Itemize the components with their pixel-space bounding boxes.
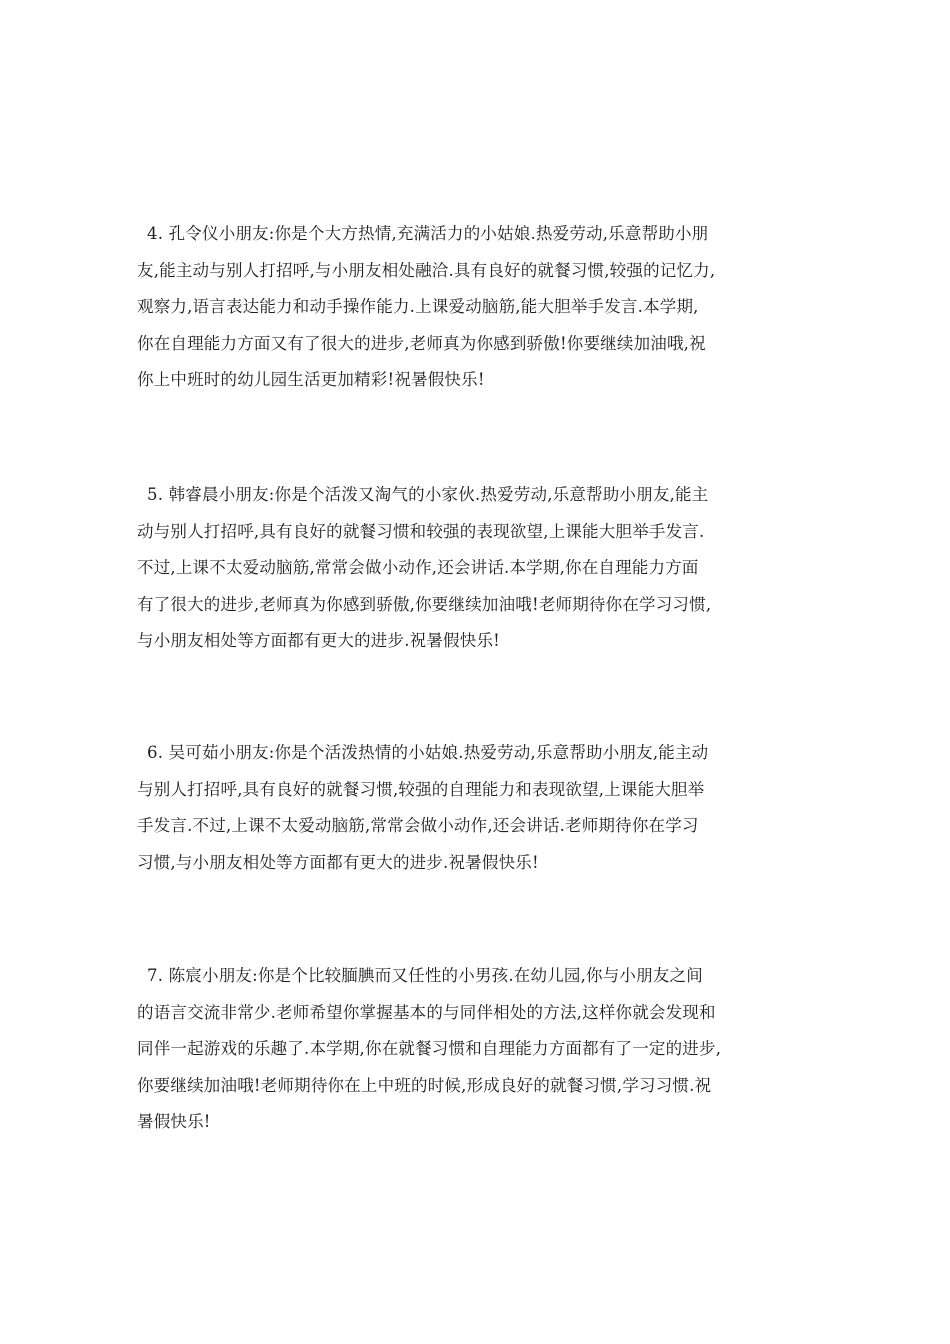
paragraph-line: 5. 韩睿晨小朋友:你是个活泼又淘气的小家伙.热爱劳动,乐意帮助小朋友,能主 bbox=[147, 485, 709, 504]
paragraph-line: 同伴一起游戏的乐趣了.本学期,你在就餐习惯和自理能力方面都有了一定的进步, bbox=[137, 1039, 722, 1058]
paragraph-line: 观察力,语言表达能力和动手操作能力.上课爱动脑筋,能大胆举手发言.本学期, bbox=[137, 297, 699, 316]
paragraph-line: 你上中班时的幼儿园生活更加精彩!祝暑假快乐! bbox=[137, 370, 485, 389]
paragraph-line: 暑假快乐! bbox=[137, 1112, 211, 1131]
paragraph-line: 4. 孔令仪小朋友:你是个大方热情,充满活力的小姑娘.热爱劳动,乐意帮助小朋 bbox=[147, 224, 709, 243]
paragraph-line: 与别人打招呼,具有良好的就餐习惯,较强的自理能力和表现欲望,上课能大胆举 bbox=[137, 779, 705, 799]
paragraph-line: 有了很大的进步,老师真为你感到骄傲,你要继续加油哦!老师期待你在学习习惯, bbox=[137, 594, 712, 614]
paragraph-line: 习惯,与小朋友相处等方面都有更大的进步.祝暑假快乐! bbox=[137, 852, 539, 872]
comment-paragraph-4 bbox=[137, 216, 827, 399]
paragraph-line: 7. 陈宸小朋友:你是个比较腼腆而又任性的小男孩.在幼儿园,你与小朋友之间 bbox=[147, 966, 703, 985]
paragraph-line: 你要继续加油哦!老师期待你在上中班的时候,形成良好的就餐习惯,学习习惯.祝 bbox=[137, 1075, 712, 1095]
comment-paragraph-7 bbox=[137, 958, 827, 1141]
comment-paragraph-5 bbox=[137, 477, 827, 660]
comment-paragraph-6 bbox=[137, 735, 827, 881]
paragraph-line: 与小朋友相处等方面都有更大的进步.祝暑假快乐! bbox=[137, 631, 500, 650]
paragraph-line: 的语言交流非常少.老师希望你掌握基本的与同伴相处的方法,这样你就会发现和 bbox=[137, 1002, 716, 1022]
paragraph-line: 动与别人打招呼,具有良好的就餐习惯和较强的表现欲望,上课能大胆举手发言. bbox=[137, 521, 705, 541]
paragraph-line: 不过,上课不太爱动脑筋,常常会做小动作,还会讲话.本学期,你在自理能力方面 bbox=[137, 558, 699, 577]
paragraph-line: 你在自理能力方面又有了很大的进步,老师真为你感到骄傲!你要继续加油哦,祝 bbox=[137, 333, 706, 353]
paragraph-line: 手发言.不过,上课不太爱动脑筋,常常会做小动作,还会讲话.老师期待你在学习 bbox=[137, 816, 699, 835]
paragraph-line: 6. 吴可茹小朋友:你是个活泼热情的小姑娘.热爱劳动,乐意帮助小朋友,能主动 bbox=[147, 743, 709, 762]
paragraph-line: 友,能主动与别人打招呼,与小朋友相处融洽.具有良好的就餐习惯,较强的记忆力, bbox=[137, 260, 716, 280]
